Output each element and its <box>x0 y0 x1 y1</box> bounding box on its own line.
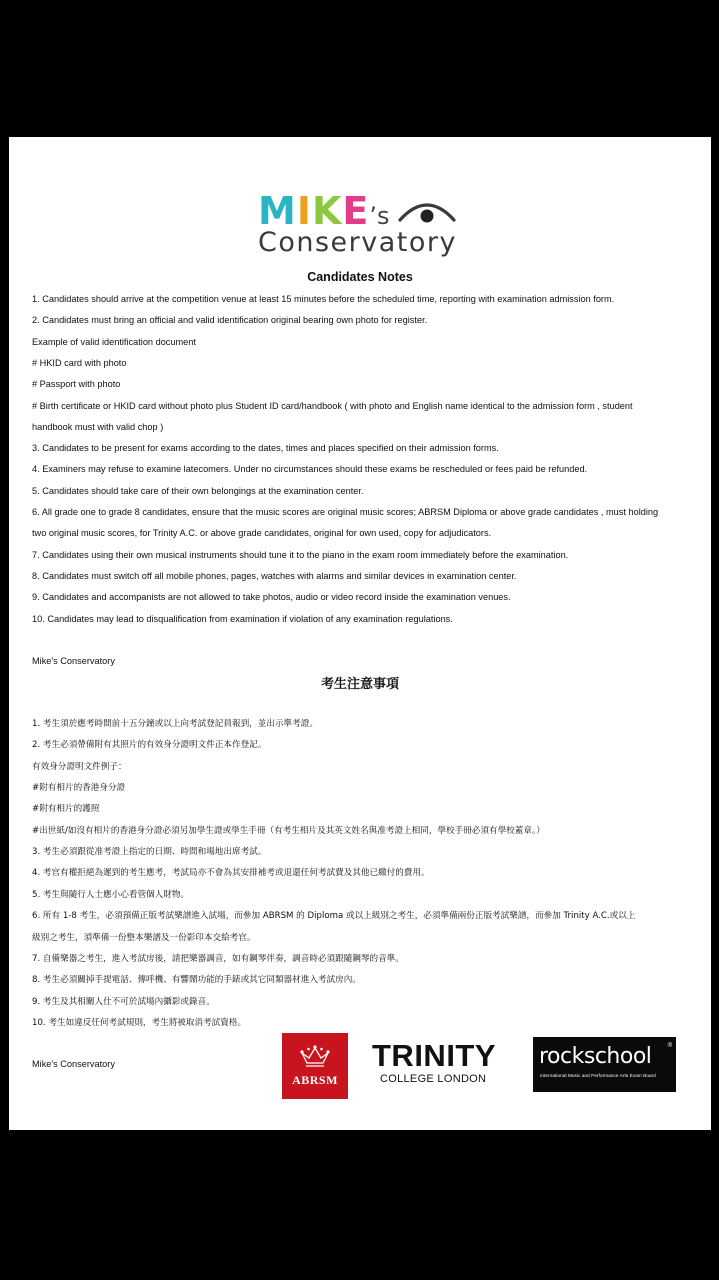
chinese-signature: Mike's Conservatory <box>32 1059 115 1069</box>
abrsm-logo-text: ABRSM <box>292 1073 338 1087</box>
logo-subtitle: Conservatory <box>258 227 457 258</box>
chinese-line: 9. 考生及其相關人仕不可於試場內攝影或錄音。 <box>32 996 215 1007</box>
english-line: two original music scores, for Trinity A.C. or above grade candidates, original for own used, copy for adjudicators. <box>32 528 492 539</box>
chinese-line: 1. 考生須於應考時間前十五分鐘或以上向考試登記員報到，並出示準考證。 <box>32 719 318 729</box>
english-line: 4. Examiners may refuse to examine latecomers. Under no circumstances should these exams be rescheduled or fees paid be refunded. <box>32 464 588 475</box>
english-line: 5. Candidates should take care of their own belongings at the examination center. <box>32 485 364 496</box>
abrsm-logo <box>282 1033 348 1099</box>
eye-icon <box>396 196 458 230</box>
english-line: 1. Candidates should arrive at the competition venue at least 15 minutes before the scheduled time, reporting with examination admission form. <box>32 294 615 304</box>
chinese-line: 10. 考生如違反任何考試規則，考生將被取消考試資格。 <box>32 1017 247 1028</box>
english-title: Candidates Notes <box>307 270 413 284</box>
english-line: Example of valid identification document <box>32 336 196 347</box>
logo-letter-k: K <box>311 189 343 233</box>
chinese-line: 級別之考生，須準備一份整本樂譜及一份影印本交給考官。 <box>32 932 256 943</box>
chinese-line: #附有相片的香港身分證 <box>32 783 126 794</box>
logo-letter-m: M <box>258 189 297 233</box>
rockschool-logo-sub: International Music and Performance Arts Exam Board <box>540 1073 656 1078</box>
crown-icon <box>300 1043 330 1069</box>
chinese-line: 3. 考生必須跟從准考證上指定的日期、時間和場地出席考試。 <box>32 847 267 858</box>
english-line: handbook must with valid chop ) <box>32 421 164 432</box>
logo-letter-e: E <box>342 189 370 233</box>
chinese-line: 7. 自備樂器之考生，進入考試房後，請把樂器調音，如有鋼琴伴奏，調音時必須跟隨鋼琴的音準。 <box>32 953 404 964</box>
english-line: 3. Candidates to be present for exams according to the dates, times and places specified on their admission forms. <box>32 443 499 454</box>
english-line: 8. Candidates must switch off all mobile phones, pages, watches with alarms and similar devices in examination center. <box>32 570 517 581</box>
english-line: 6. All grade one to grade 8 candidates, ensure that the music scores are original music scores; ABRSM Diploma or above grade candidates , must holding <box>32 507 659 517</box>
english-line: 10. Candidates may lead to disqualification from examination if violation of any examination regulations. <box>32 613 453 624</box>
trinity-logo-main: TRINITY <box>372 1038 497 1073</box>
english-line: # HKID card with photo <box>32 357 127 368</box>
chinese-line: 8. 考生必須關掉手提電話、傳呼機、有響鬧功能的手錶或其它同類器材進入考試房內。 <box>32 975 361 986</box>
chinese-line: 有效身分證明文件例子： <box>32 761 127 772</box>
rockschool-registered-mark: ® <box>667 1043 672 1049</box>
trinity-logo <box>372 1040 517 1088</box>
english-line: # Passport with photo <box>32 379 121 390</box>
trinity-logo-sub: COLLEGE LONDON <box>380 1073 487 1085</box>
logo-apostrophe-s: ’s <box>369 202 390 230</box>
chinese-line: #附有相片的護照 <box>32 804 100 815</box>
chinese-line: 2. 考生必須帶備附有其照片的有效身分證明文件正本作登記。 <box>32 740 267 751</box>
logo-letter-i: I <box>296 189 312 233</box>
mikes-conservatory-logo <box>258 189 468 258</box>
document-page <box>9 137 711 1130</box>
chinese-title: 考生注意事項 <box>320 677 399 692</box>
english-line: # Birth certificate or HKID card without photo plus Student ID card/handbook ( with photo and English name identical to the admission form , student <box>32 400 633 411</box>
chinese-line: 6. 所有 1-8 考生，必須預備正版考試樂譜進入試場，而參加 ABRSM 的 Diploma 或以上級別之考生，必須準備兩份正版考試樂譜，而參加 Trinity A.C.或以上 <box>32 911 636 922</box>
rockschool-logo <box>533 1037 676 1092</box>
rockschool-logo-main: rockschool <box>539 1044 652 1069</box>
english-signature: Mike's Conservatory <box>32 656 115 666</box>
chinese-line: 5. 考生與隨行人士應小心看管個人財物。 <box>32 889 190 900</box>
chinese-line: 4. 考官有權拒絕為遲到的考生應考，考試局亦不會為其安排補考或退還任何考試費及其他已繳付的費用。 <box>32 868 430 879</box>
chinese-line: #出世紙/如沒有相片的香港身分證必須另加學生證或學生手冊（有考生相片及其英文姓名與准考證上相同，學校手冊必須有學校蓋章。） <box>32 825 545 836</box>
english-line: 9. Candidates and accompanists are not allowed to take photos, audio or video record inside the examination venues. <box>32 592 511 603</box>
english-line: 7. Candidates using their own musical instruments should tune it to the piano in the exam room immediately before the examination. <box>32 549 569 560</box>
english-line: 2. Candidates must bring an official and valid identification original bearing own photo for register. <box>32 315 428 326</box>
